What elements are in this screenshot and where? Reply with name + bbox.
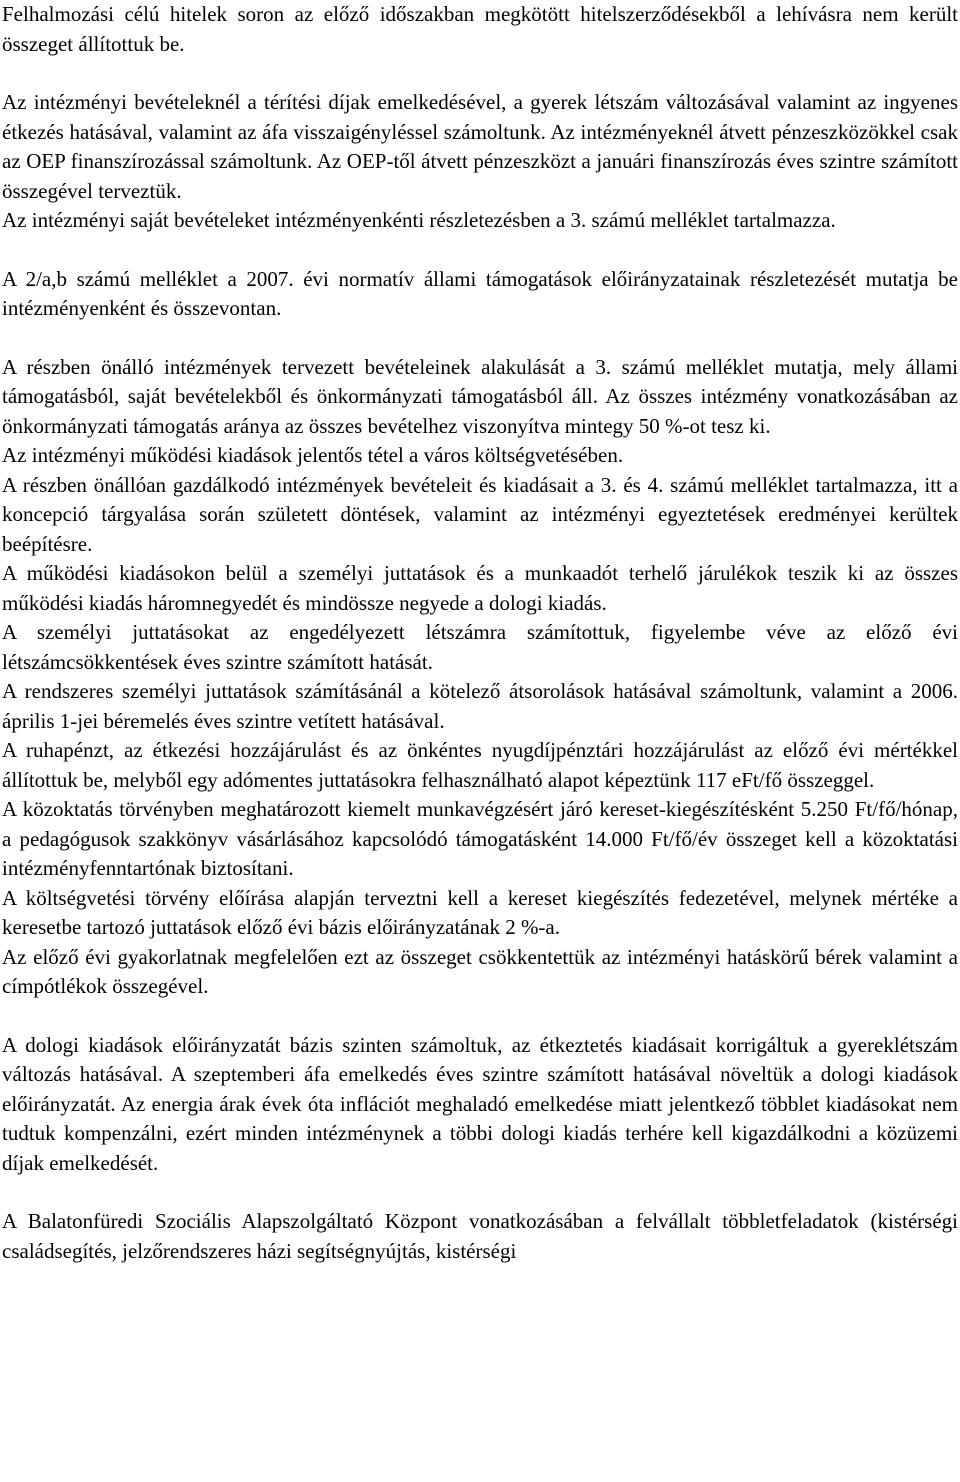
paragraph-headcount: A személyi juttatásokat az engedélyezett létszámra számítottuk, figyelembe véve az előző évi létszámcsökkentések éves szintre számított hatását. bbox=[2, 620, 958, 674]
paragraph-personal-benefits-share: A működési kiadásokon belül a személyi juttatások és a munkaadót terhelő járulékok teszik ki az összes működési kiadás háromnegyedét és mindössze negyede a dologi kiadás. bbox=[2, 561, 958, 615]
paragraph-normative-support: A 2/a,b számú melléklet a 2007. évi normatív állami támogatások előirányzatainak részletezését mutatja be intézményenként és összevontan. bbox=[2, 266, 958, 320]
paragraph-operating-expenses: Az intézményi működési kiadások jelentős tétel a város költségvetésében. bbox=[2, 443, 624, 467]
paragraph-previous-practice: Az előző évi gyakorlatnak megfelelően ezt az összeget csökkentettük az intézményi hatáskörű bérek valamint a címpótlékok összegével. bbox=[2, 944, 958, 998]
paragraph-material-expenses: A dologi kiadások előirányzatát bázis szinten számoltuk, az étkeztetés kiadásait korrigáltuk a gyereklétszám változás hatásával. A szeptemberi áfa emelkedés éves szintre számított hatásával növeltük a dologi kiadások előirányzatát. Az energia árak évek óta inflációt meghaladó emelkedése miatt jelentkező többlet kiadásokat nem tudtuk kompenzálni, ezért minden intézménynek a többi dologi kiadás terhére kell kigazdálkodni a közüzemi díjak emelkedését. bbox=[2, 1032, 958, 1175]
paragraph-spacer bbox=[2, 324, 958, 353]
paragraph-regular-benefits: A rendszeres személyi juttatások számításánál a kötelező átsorolások hatásával számoltunk, valamint a 2006. április 1-jei béremelés éves szintre vetített hatásával. bbox=[2, 679, 958, 733]
paragraph-annex-3-4: A részben önállóan gazdálkodó intézmények bevételeit és kiadásait a 3. és 4. számú melléklet tartalmazza, itt a koncepció tárgyalása során született döntések, valamint az intézményi egyeztetések eredményei kerültek beépítésre. bbox=[2, 472, 958, 556]
paragraph-spacer bbox=[2, 1178, 958, 1207]
paragraph-institutional-revenue: Az intézményi bevételeknél a térítési díjak emelkedésével, a gyerek létszám változásával valamint az ingyenes étkezés hatásával, valamint az áfa visszaigényléssel számoltunk. Az intézményeknél átvett pénzeszközökkel csak az OEP finanszírozással számoltunk. Az OEP-től átvett pénzeszközt a januári finanszírozás éves szintre számított összegével terveztük. bbox=[2, 90, 958, 203]
paragraph-own-revenue-annex: Az intézményi saját bevételeket intézményenkénti részletezésben a 3. számú melléklet tartalmazza. bbox=[2, 208, 836, 232]
paragraph-education-supplement: A közoktatás törvényben meghatározott kiemelt munkavégzésért járó kereset-kiegészítésként 5.250 Ft/fő/hónap, a pedagógusok szakkönyv vásárlásához kapcsolódó támogatásként 14.000 Ft/fő/év összeget kell a közoktatási intézményfenntartónak biztosítani. bbox=[2, 797, 958, 880]
paragraph-clothing-allowance: A ruhapénzt, az étkezési hozzájárulást és az önkéntes nyugdíjpénztári hozzájárulást az előző évi mértékkel állítottuk be, melyből egy adómentes juttatásokra felhasználható alapot képeztünk 117 eFt/fő összeggel. bbox=[2, 738, 958, 792]
paragraph-spacer bbox=[2, 236, 958, 265]
paragraph-spacer bbox=[2, 59, 958, 88]
paragraph-partially-independent: A részben önálló intézmények tervezett bevételeinek alakulását a 3. számú melléklet mutatja, mely állami támogatásból, saját bevételekből és önkormányzati támogatásból áll. Az összes intézmény vonatkozásában az önkormányzati támogatás aránya az összes bevételhez viszonyítva mintegy 50 %-ot tesz ki. bbox=[2, 354, 958, 438]
paragraph-budget-law: A költségvetési törvény előírása alapján terveztni kell a kereset kiegészítés fedezetével, melynek mértéke a keresetbe tartozó juttatások előző évi bázis előirányzatának 2 %-a. bbox=[2, 885, 958, 939]
paragraph-social-center: A Balatonfüredi Szociális Alapszolgáltató Központ vonatkozásában a felvállalt többletfeladatok (kistérségi családsegítés, jelzőrendszeres házi segítségnyújtás, kistérségi bbox=[2, 1209, 958, 1263]
paragraph-spacer bbox=[2, 1002, 958, 1031]
paragraph-loan-settlement: Felhalmozási célú hitelek soron az előző időszakban megkötött hitelszerződésekből a lehívásra nem került összeget állítottuk be. bbox=[2, 2, 958, 56]
